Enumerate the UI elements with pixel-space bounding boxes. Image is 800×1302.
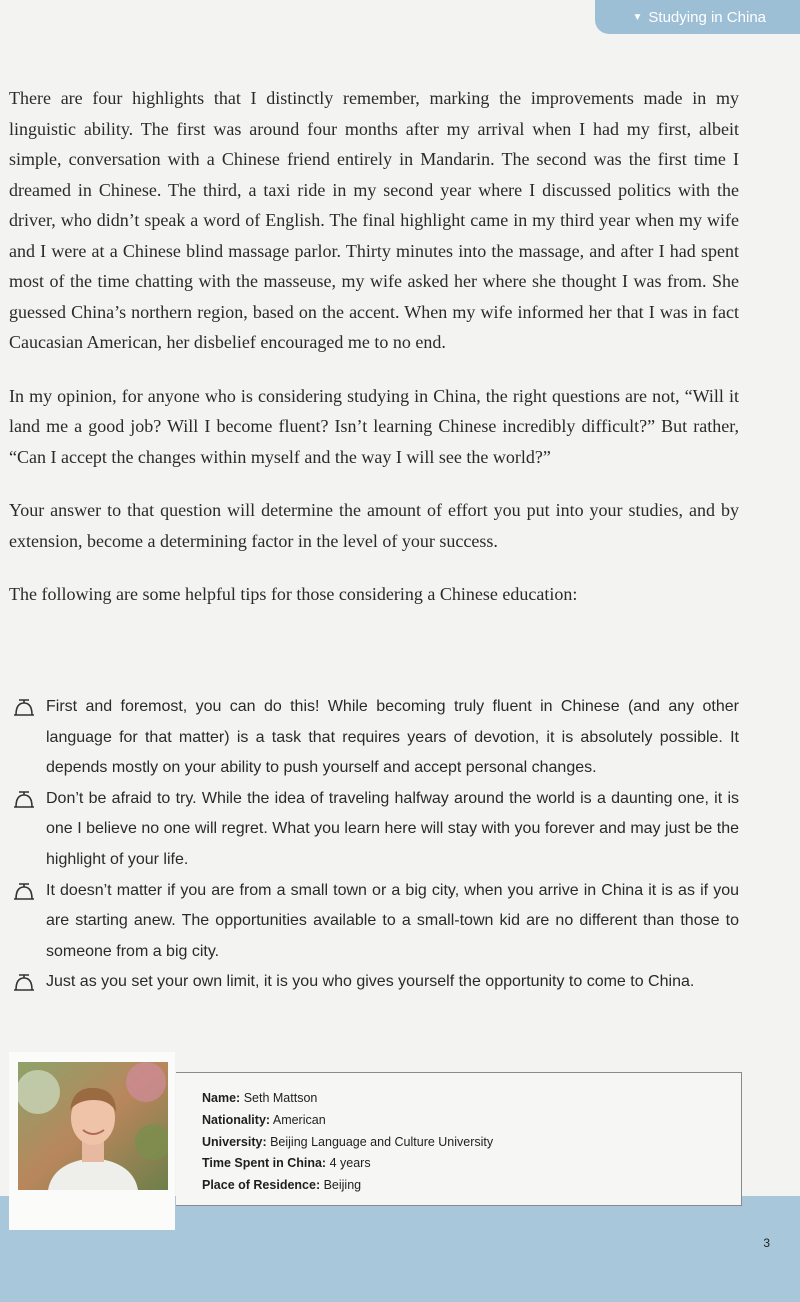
profile-photo xyxy=(18,1062,168,1190)
tip-text: It doesn’t matter if you are from a small town or a big city, when you arrive in China it is as if you are starting anew. The opportunities available to a small-town kid are no different than those to someone from a big city. xyxy=(46,881,739,960)
triangle-down-icon: ▼ xyxy=(632,11,643,23)
paragraph: In my opinion, for anyone who is considering studying in China, the right questions are not, “Will it land me a good job? Will I become fluent? Isn’t learning Chinese incredibly difficult?” But rather, “Can I accept the changes within myself and the way I will see the world?” xyxy=(9,385,739,467)
tip-text: Don’t be afraid to try. While the idea of traveling halfway around the world is a daunting one, it is one I believe no one will regret. What you learn here will stay with you forever and may just be the highlight of your life. xyxy=(46,789,739,868)
time-label: Time Spent in China: xyxy=(202,1156,327,1171)
profile-details xyxy=(202,1088,493,1197)
university-value: Beijing Language and Culture University xyxy=(270,1134,494,1149)
article-body xyxy=(9,83,739,633)
tip-item xyxy=(9,784,739,876)
profile-university-row xyxy=(202,1132,493,1154)
profile-name-row xyxy=(202,1088,493,1110)
bell-bullet-icon xyxy=(11,697,37,719)
bell-bullet-icon xyxy=(11,881,37,903)
page-number: 3 xyxy=(763,1236,770,1250)
paragraph: There are four highlights that I distinctly remember, marking the improvements made in my linguistic ability. The first was around four months after my arrival when I had my first, albeit simple, conversation with a Chinese friend entirely in Mandarin. The second was the first time I dreamed in Chinese. The third, a taxi ride in my second year where I discussed politics with the driver, who didn’t speak a word of English. The final highlight came in my third year when my wife and I were at a Chinese blind massage parlor. Thirty minutes into the massage, and after I had spent most of the time chatting with the masseuse, my wife asked her where she thought I was from. She guessed China’s northern region, based on the accent. When my wife informed her that I was in fact Caucasian American, her disbelief encouraged me to no end. xyxy=(9,88,739,352)
tip-item xyxy=(9,692,739,784)
nationality-label: Nationality: xyxy=(202,1112,271,1127)
tip-text: First and foremost, you can do this! While becoming truly fluent in Chinese (and any other language for that matter) is a task that requires years of devotion, it is absolutely possible. It depends mostly on your ability to push yourself and accept personal changes. xyxy=(46,698,739,777)
profile-nationality-row xyxy=(202,1110,493,1132)
bell-bullet-icon xyxy=(11,972,37,994)
section-label: Studying in China xyxy=(648,8,766,26)
nationality-value: American xyxy=(272,1112,326,1127)
tip-item xyxy=(9,876,739,968)
university-label: University: xyxy=(202,1134,267,1149)
name-label: Name: xyxy=(202,1091,241,1105)
name-value: Seth Mattson xyxy=(243,1091,318,1105)
tip-item xyxy=(9,967,739,998)
time-value: 4 years xyxy=(329,1156,371,1171)
residence-value: Beijing xyxy=(323,1178,362,1193)
residence-label: Place of Residence: xyxy=(202,1178,321,1193)
paragraph: Your answer to that question will determine the amount of effort you put into your studies, and by extension, become a determining factor in the level of your success. xyxy=(9,500,739,551)
section-tab xyxy=(595,0,800,34)
tips-list xyxy=(9,692,739,998)
tip-text: Just as you set your own limit, it is you who gives yourself the opportunity to come to China. xyxy=(46,973,695,991)
bell-bullet-icon xyxy=(11,789,37,811)
profile-time-row xyxy=(202,1153,493,1175)
profile-residence-row xyxy=(202,1175,493,1197)
paragraph: The following are some helpful tips for those considering a Chinese education: xyxy=(9,584,578,604)
